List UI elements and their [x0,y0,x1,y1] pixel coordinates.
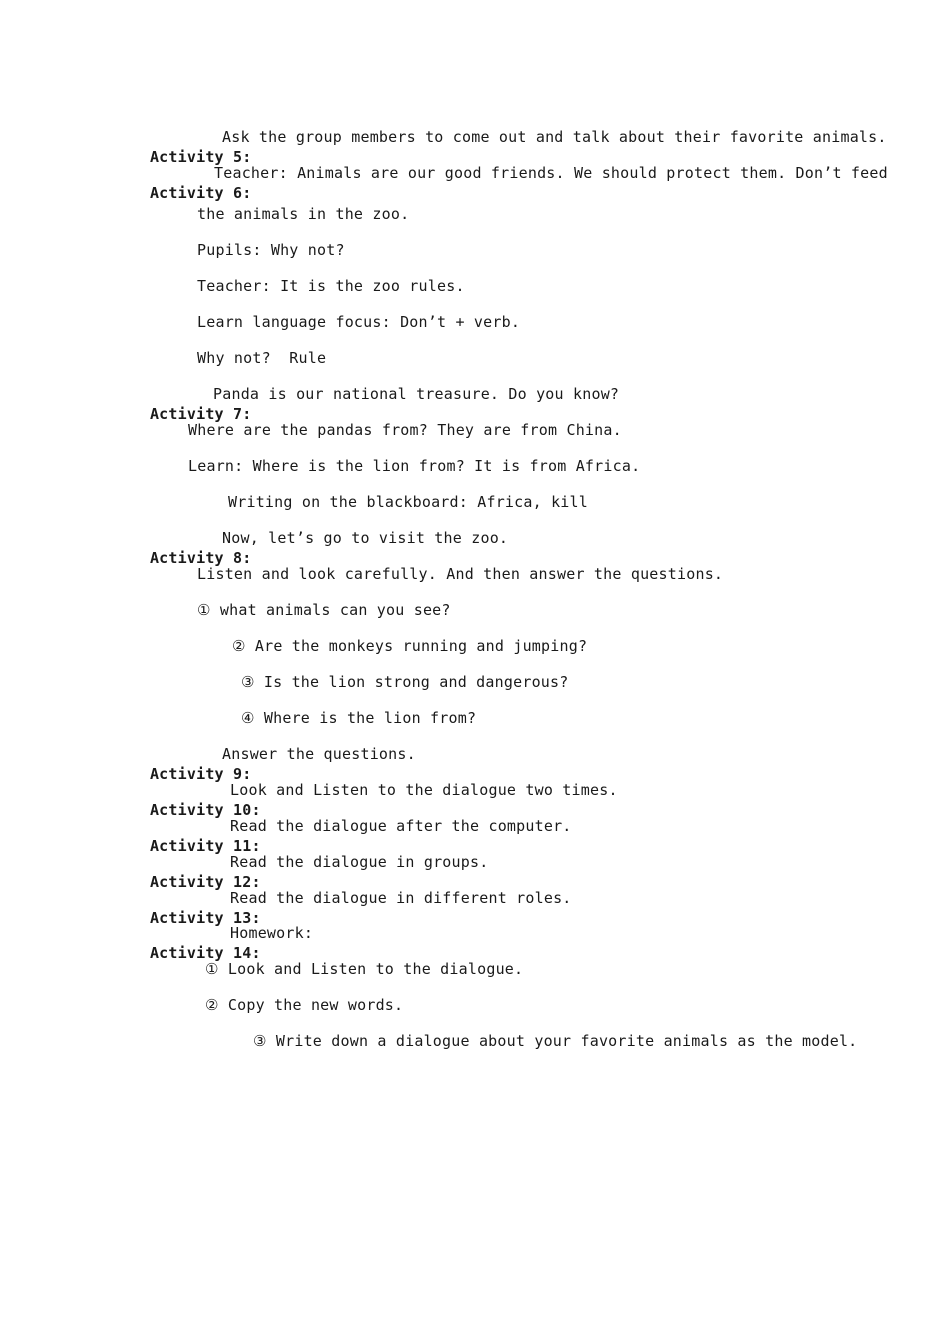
activity-line: Teacher: It is the zoo rules. [197,277,465,295]
activity-text: Homework: [230,924,314,942]
question-item: ② Are the monkeys running and jumping? [232,637,588,655]
activity-text: Teacher: Animals are our good friends. We should protect them. Don’t feed [214,164,888,182]
question-item: ④ Where is the lion from? [241,709,477,727]
activity-label: Activity 14: [149,944,261,962]
activity-label: Activity 11: [149,837,261,855]
activity-text: Read the dialogue in different roles. [230,889,572,907]
activity-line: Listen and look carefully. And then answer the questions. [197,565,724,583]
activity-line: the animals in the zoo. [197,205,410,223]
activity-label: Activity 7: [149,405,252,423]
activity-line: Why not? Rule [197,349,327,367]
homework-item: ① Look and Listen to the dialogue. [205,960,524,978]
activity-line: Pupils: Why not? [197,241,345,259]
activity-text: Panda is our national treasure. Do you know? [213,385,620,403]
activity-text: Ask the group members to come out and talk about their favorite animals. [222,128,887,146]
activity-text: Read the dialogue in groups. [230,853,489,871]
activity-line: Learn: Where is the lion from? It is from Africa. [188,457,641,475]
question-item: ③ Is the lion strong and dangerous? [241,673,569,691]
question-item: ① what animals can you see? [197,601,451,619]
activity-label: Activity 6: [149,184,252,202]
activity-label: Activity 12: [149,873,261,891]
activity-label: Activity 5: [149,148,252,166]
activity-text: Answer the questions. [222,745,416,763]
activity-label: Activity 13: [149,909,261,927]
activity-label: Activity 9: [149,765,252,783]
activity-label: Activity 10: [149,801,261,819]
activity-line: Writing on the blackboard: Africa, kill [228,493,588,511]
activity-text: Look and Listen to the dialogue two times. [230,781,618,799]
activity-text: Now, let’s go to visit the zoo. [222,529,509,547]
activity-text: Read the dialogue after the computer. [230,817,572,835]
homework-item: ③ Write down a dialogue about your favorite animals as the model. [253,1032,858,1050]
activity-label: Activity 8: [149,549,252,567]
homework-item: ② Copy the new words. [205,996,404,1014]
activity-line: Learn language focus: Don’t + verb. [197,313,521,331]
activity-line: Where are the pandas from? They are from China. [188,421,622,439]
